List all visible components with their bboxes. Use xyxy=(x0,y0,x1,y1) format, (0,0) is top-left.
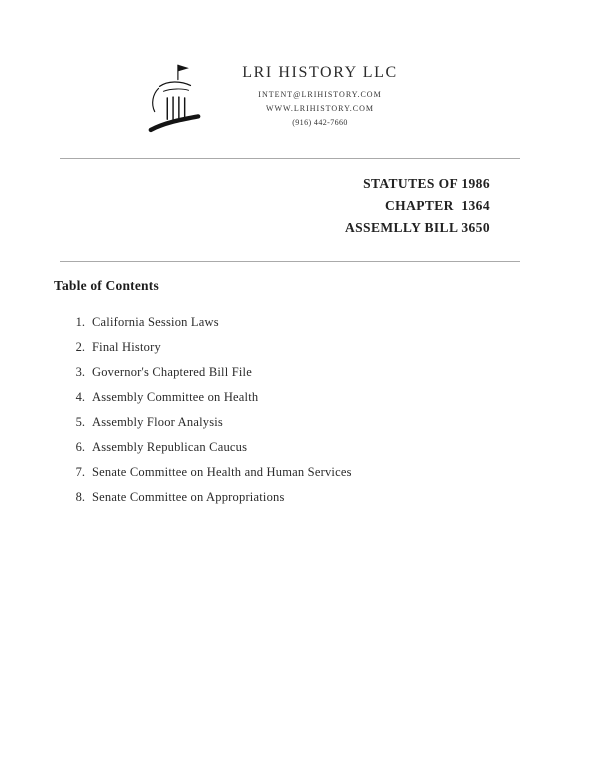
chapter-line: CHAPTER 1364 xyxy=(385,198,490,213)
letterhead-text xyxy=(40,64,560,127)
item-number: 8. xyxy=(75,490,85,504)
list-item xyxy=(70,316,600,329)
item-number: 1. xyxy=(75,315,85,329)
item-label: Final History xyxy=(92,340,161,354)
letterhead xyxy=(0,0,600,158)
statutes-line: STATUTES OF 1986 xyxy=(363,176,490,191)
item-label: Assembly Floor Analysis xyxy=(92,415,223,429)
item-number: 3. xyxy=(75,365,85,379)
item-label: California Session Laws xyxy=(92,315,219,329)
capitol-sketch-logo-icon xyxy=(146,60,204,138)
item-number: 5. xyxy=(75,415,85,429)
list-item xyxy=(70,441,600,454)
item-number: 6. xyxy=(75,440,85,454)
item-label: Assembly Committee on Health xyxy=(92,390,259,404)
assembly-bill-line: ASSEMLLY BILL 3650 xyxy=(344,220,490,235)
item-number: 4. xyxy=(75,390,85,404)
list-item xyxy=(70,491,600,504)
toc-list xyxy=(54,316,600,504)
list-item xyxy=(70,391,600,404)
website-line: WWW.LRIHISTORY.COM xyxy=(265,104,375,113)
toc-heading: Table of Contents xyxy=(54,278,159,293)
list-item xyxy=(70,341,600,354)
item-label: Senate Committee on Appropriations xyxy=(92,490,285,504)
email-line: INTENT@LRIHISTORY.COM xyxy=(258,90,382,99)
list-item xyxy=(70,366,600,379)
table-of-contents xyxy=(0,262,600,504)
item-label: Governor's Chaptered Bill File xyxy=(92,365,252,379)
phone-line: (916) 442-7660 xyxy=(292,118,348,127)
company-name: LRI HISTORY LLC xyxy=(242,64,398,81)
item-label: Assembly Republican Caucus xyxy=(92,440,248,454)
title-block xyxy=(0,159,600,239)
item-label: Senate Committee on Health and Human Services xyxy=(92,465,352,479)
list-item xyxy=(70,416,600,429)
item-number: 2. xyxy=(75,340,85,354)
item-number: 7. xyxy=(75,465,85,479)
list-item xyxy=(70,466,600,479)
